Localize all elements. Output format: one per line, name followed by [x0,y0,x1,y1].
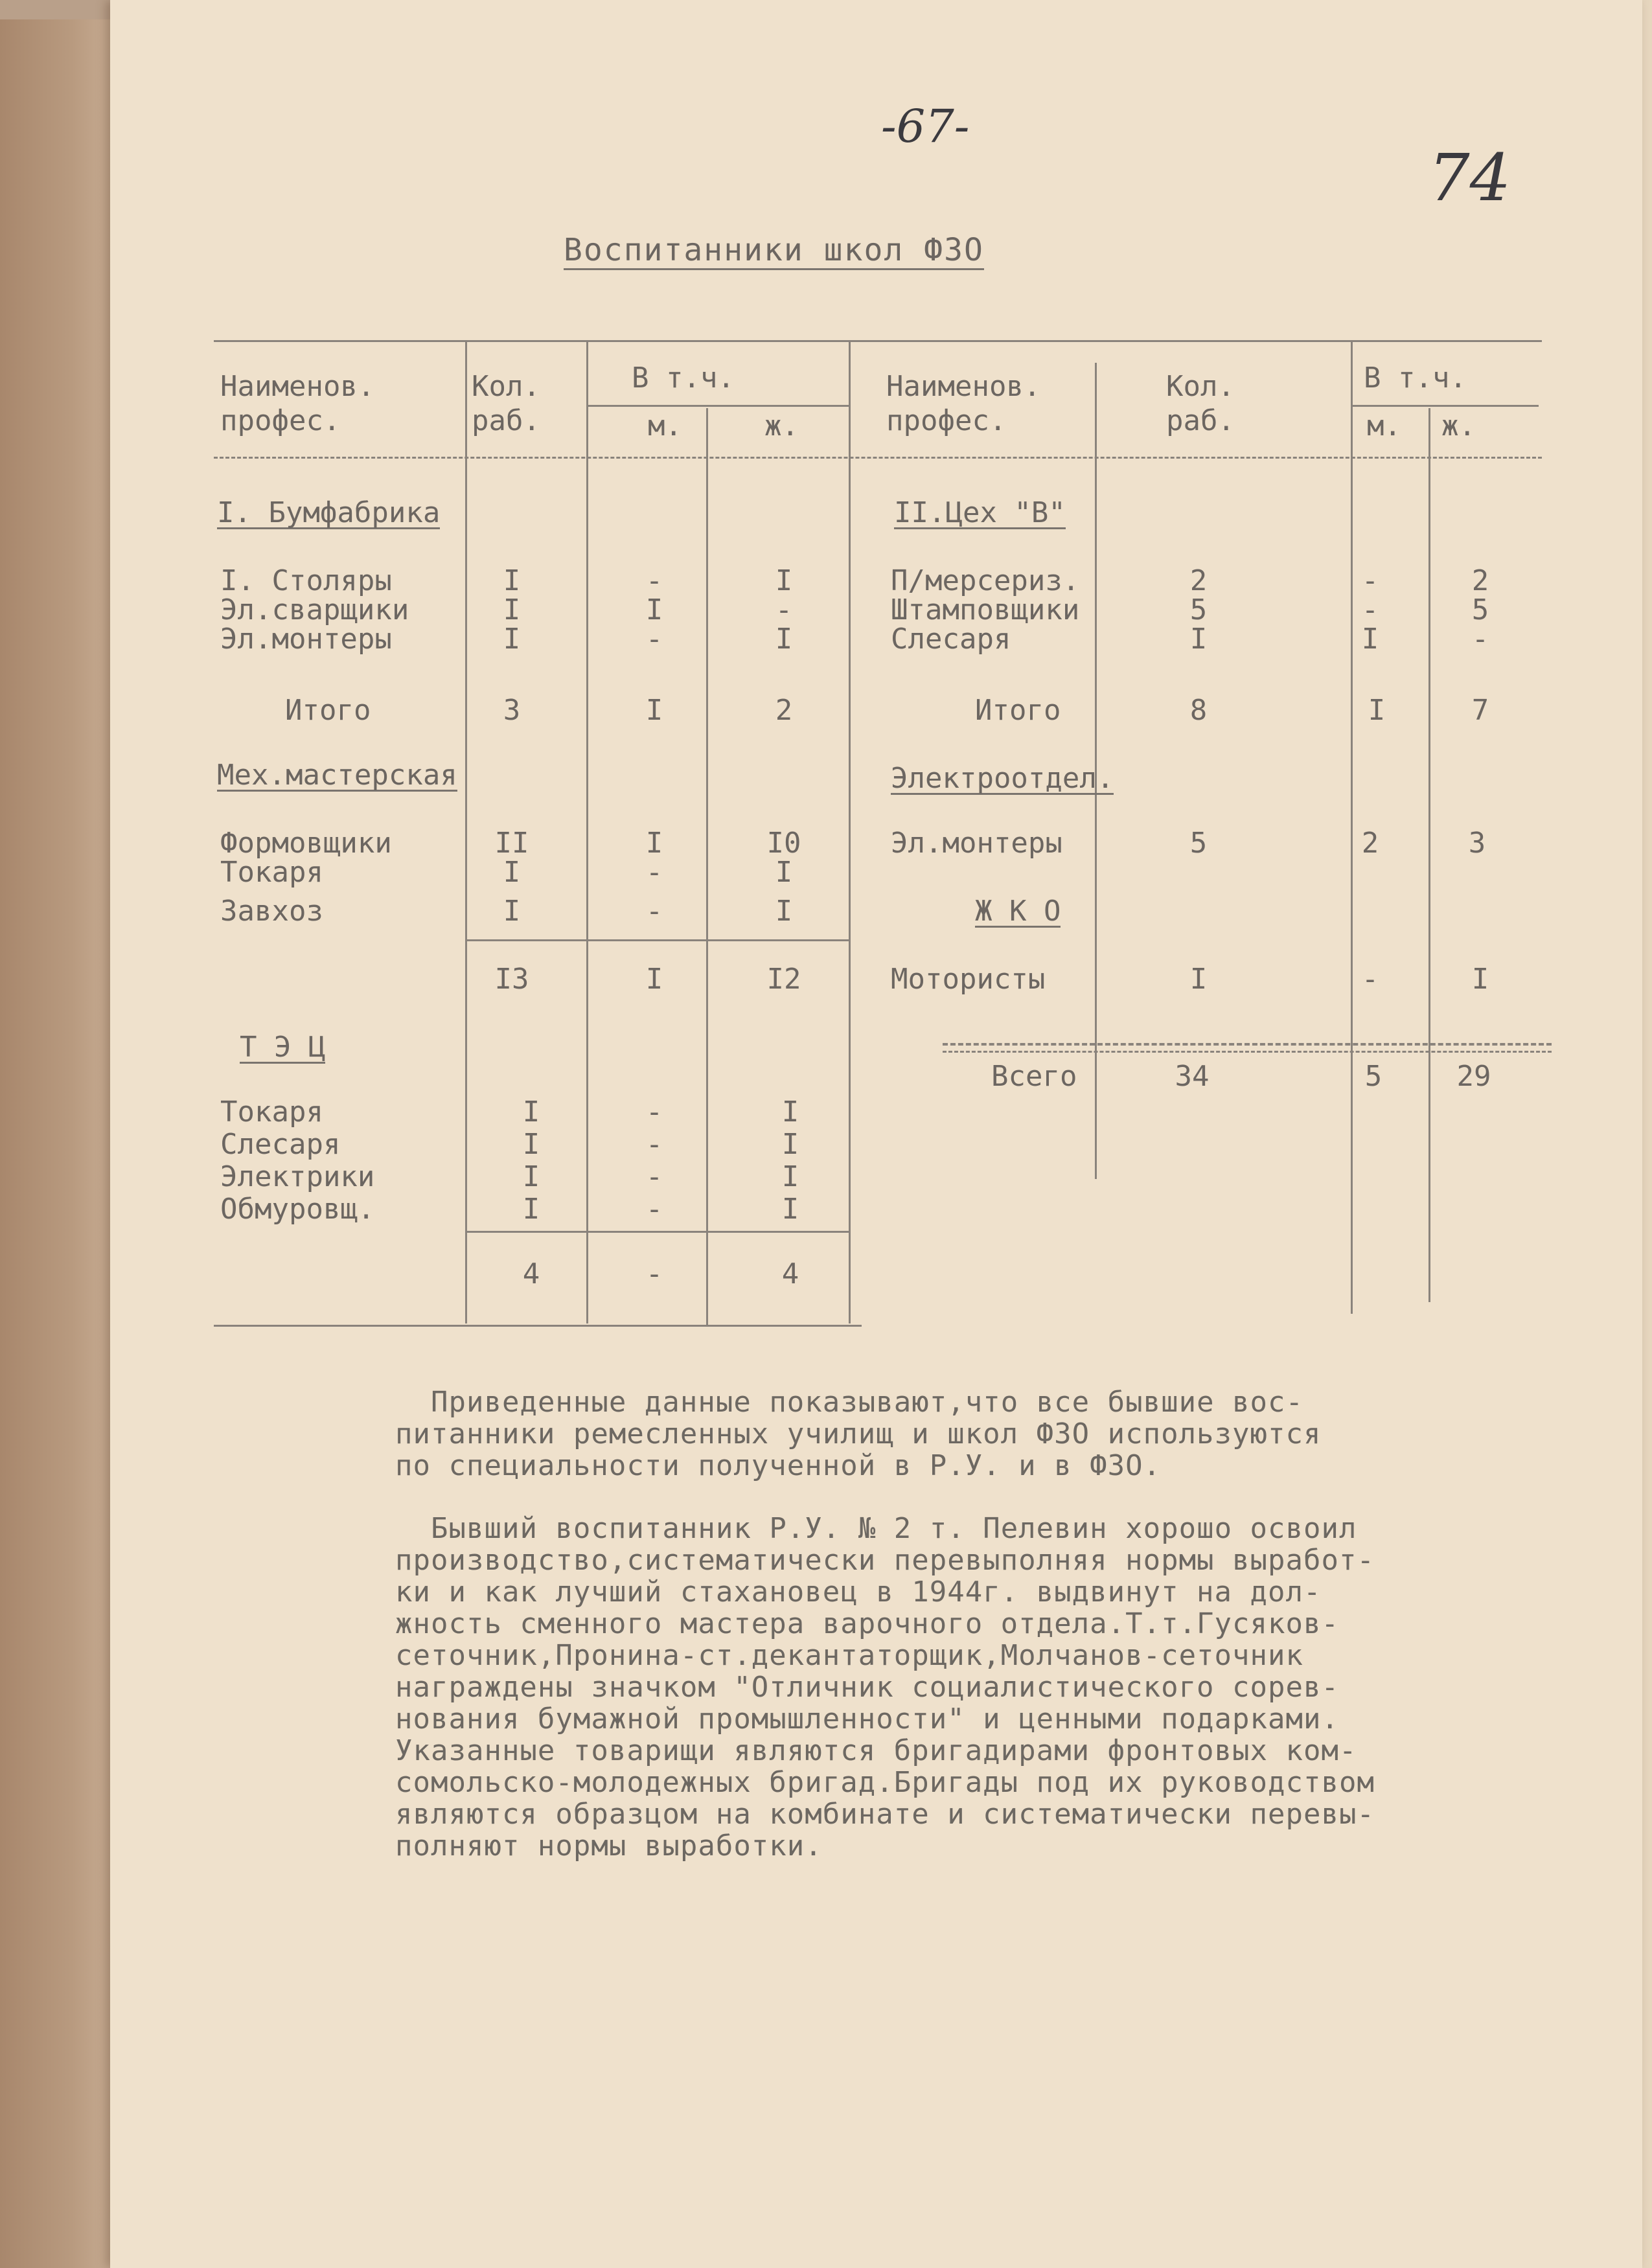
handwritten-page-number: 74 [1428,140,1511,216]
header-f-right: ж. [1441,409,1476,442]
section-title: Ж К О [975,895,1061,928]
header-f-left: ж. [764,409,799,442]
header-count-left: Кол. [472,370,540,403]
header-m-left: м. [648,409,682,442]
section-title: I. Бумфабрика [217,496,441,529]
typed-page-number: -67- [881,100,970,153]
page-title: Воспитанники школ ФЗО [564,235,984,270]
header-name2-right: профес. [886,404,1007,437]
section-title: Электроотдел. [891,762,1114,795]
header-m-right: м. [1367,409,1401,442]
header-name-right: Наименов. [886,370,1041,403]
section-title: Т Э Ц [240,1031,326,1064]
section-title: II.Цех "В" [894,496,1066,529]
header-count-right: Кол. [1166,370,1235,403]
header-count2-left: раб. [472,404,540,437]
section-title: Мех.мастерская [217,759,457,792]
header-count2-right: раб. [1166,404,1235,437]
header-name-left: Наименов. [220,370,375,403]
header-incl-right: В т.ч. [1364,361,1467,395]
header-name2-left: профес. [220,404,341,437]
header-incl-left: В т.ч. [632,361,735,395]
